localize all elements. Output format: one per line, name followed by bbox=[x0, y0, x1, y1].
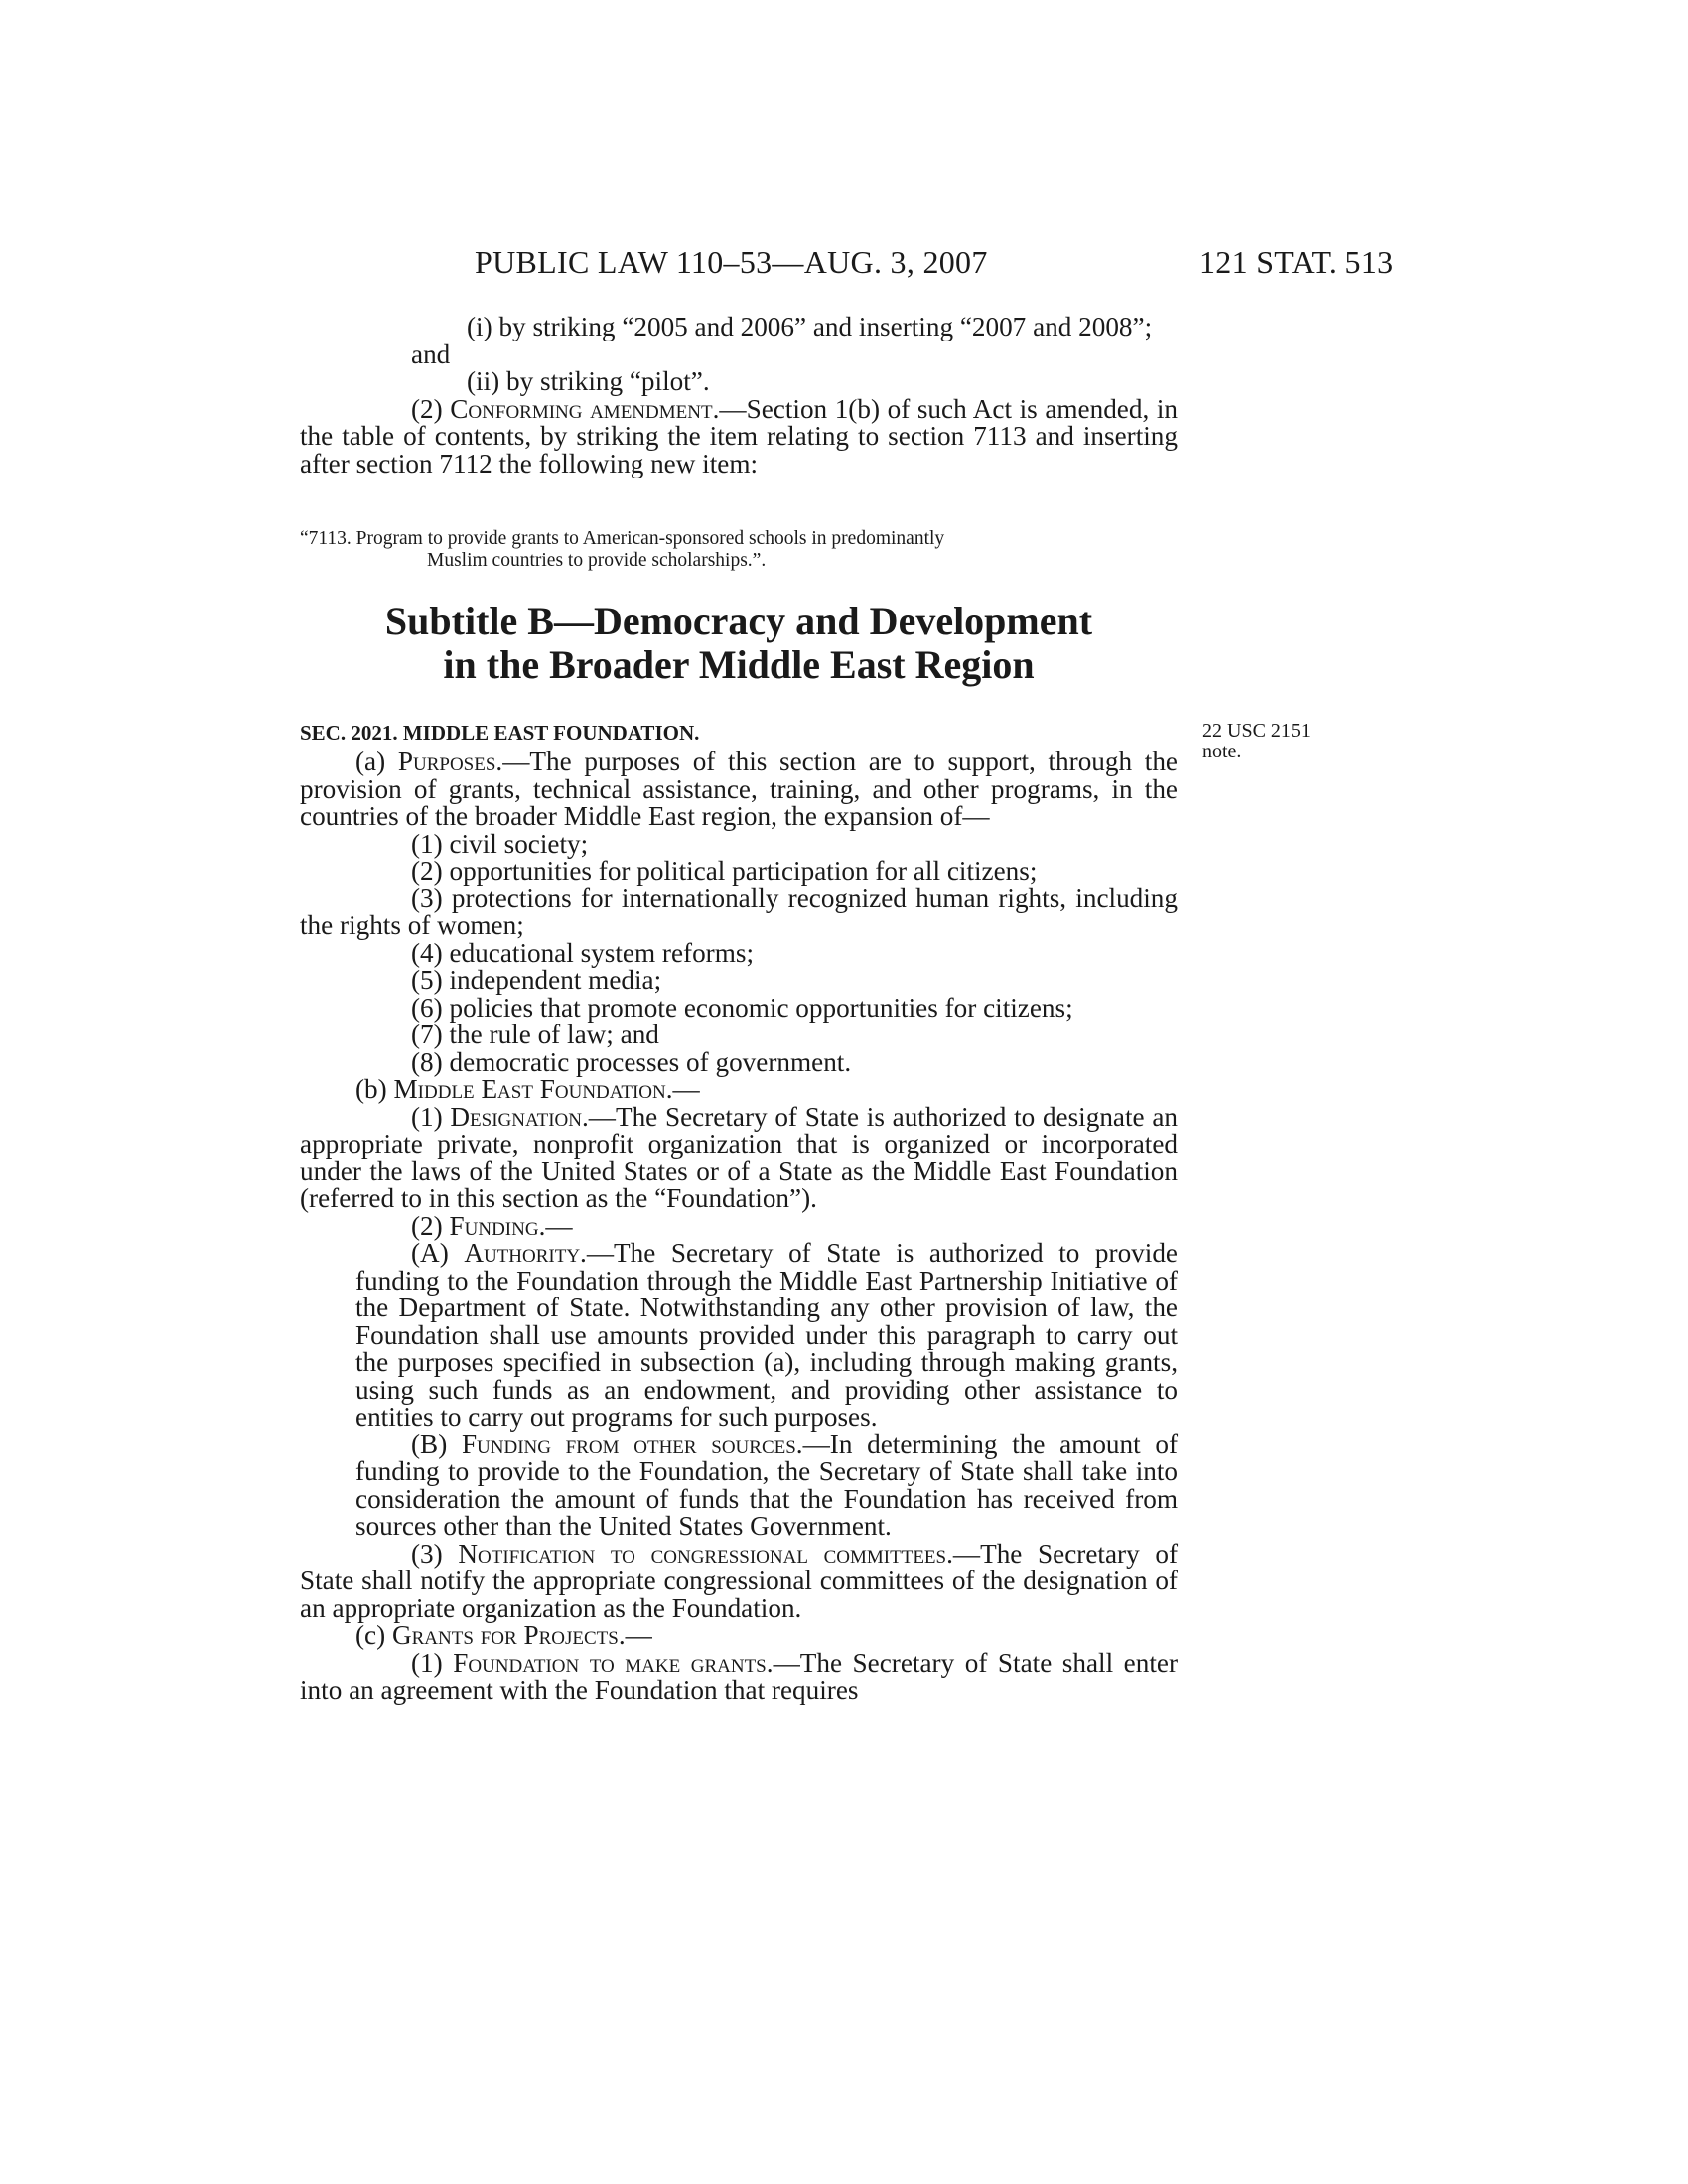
section-body bbox=[300, 749, 1178, 1705]
purpose-item: (6) policies that promote economic opportunities for citizens; bbox=[411, 992, 1073, 1023]
heading-foundation-to-make-grants: Foundation to make grants bbox=[453, 1647, 767, 1678]
heading-grants-for-projects: Grants for Projects bbox=[391, 1620, 619, 1650]
purpose-item: (5) independent media; bbox=[411, 965, 662, 995]
subtitle-line-2: in the Broader Middle East Region bbox=[443, 642, 1035, 687]
purpose-item: (4) educational system reforms; bbox=[411, 937, 755, 968]
heading-purposes: Purposes bbox=[397, 747, 496, 776]
purpose-item: (2) opportunities for political participation for all citizens; bbox=[411, 856, 1038, 886]
heading-middle-east-foundation: Middle East Foundation bbox=[393, 1074, 666, 1104]
toc-line-1: “7113. Program to provide grants to American-sponsored schools in predominantly bbox=[300, 528, 945, 549]
purpose-item: (8) democratic processes of government. bbox=[411, 1046, 852, 1077]
subsection-b: (b) Middle East Foundation.— bbox=[355, 1074, 700, 1104]
purpose-item: (3) protections for internationally recognized human rights, including the rights of women; bbox=[300, 883, 1178, 940]
paragraph-notification: (3) Notification to congressional committees.—The Secretary of State shall notify the appropriate congressional committees of the designation of an appropriate organization as the Foundation. bbox=[300, 1538, 1179, 1623]
section-heading: SEC. 2021. MIDDLE EAST FOUNDATION. bbox=[300, 721, 700, 745]
heading-funding-other-sources: Funding from other sources bbox=[461, 1429, 796, 1459]
subparagraph-other-sources: (B) Funding from other sources.—In determining the amount of funding to provide to the Foundation, the Secretary of State shall take into consideration the amount of funds that the Foundation has received from sources other than the United States Government. bbox=[355, 1429, 1178, 1541]
running-header-title: PUBLIC LAW 110–53—AUG. 3, 2007 bbox=[475, 244, 988, 280]
heading-conforming-amendment: Conforming amendment bbox=[450, 393, 713, 424]
heading-funding: Funding bbox=[449, 1210, 539, 1241]
heading-notification: Notification to congressional committees bbox=[458, 1538, 947, 1569]
subsection-a: (a) Purposes.—The purposes of this section are to support, through the provision of grants, technical assistance, training, and other programs, in the countries of the broader Middle East region, the expansion of— bbox=[300, 747, 1178, 831]
paragraph-funding: (2) Funding.— bbox=[411, 1210, 573, 1241]
page-number: 121 STAT. 513 bbox=[1199, 244, 1394, 280]
clause-i: (i) by striking “2005 and 2006” and inserting “2007 and 2008”; and bbox=[411, 312, 1153, 369]
purpose-item: (7) the rule of law; and bbox=[411, 1020, 659, 1049]
subsection-c: (c) Grants for Projects.— bbox=[355, 1620, 652, 1650]
paragraph-foundation-to-make-grants: (1) Foundation to make grants.—The Secretary of State shall enter into an agreement with the Foundation that requires bbox=[300, 1647, 1179, 1705]
amendment-text bbox=[300, 314, 1178, 478]
toc-line-2: Muslim countries to provide scholarships.”. bbox=[427, 550, 767, 571]
subtitle-heading bbox=[300, 600, 1178, 687]
subtitle-line-1: Subtitle B—Democracy and Development bbox=[384, 599, 1093, 643]
clause-ii: (ii) by striking “pilot”. bbox=[467, 366, 710, 396]
toc-item bbox=[300, 528, 1178, 572]
running-header bbox=[0, 244, 1688, 284]
paragraph-designation: (1) Designation.—The Secretary of State is authorized to designate an appropriate private, nonprofit organization that is organized or incorporated under the laws of the United States or of a State as the Middle East Foundation (referred to in this section as the “Foundation”). bbox=[300, 1101, 1178, 1213]
heading-designation: Designation bbox=[450, 1101, 582, 1132]
subparagraph-authority: (A) Authority.—The Secretary of State is authorized to provide funding to the Foundation through the Middle East Partnership Initiative of the Department of State. Notwithstanding any other provision of law, the Foundation shall use amounts provided under this paragraph to carry out the purposes specified in subsection (a), including through making grants, using such funds as an endowment, and providing other assistance to entities to carry out programs for such purposes. bbox=[355, 1238, 1178, 1432]
purpose-item: (1) civil society; bbox=[411, 828, 589, 859]
paragraph-conforming-amendment: (2) Conforming amendment.—Section 1(b) of such Act is amended, in the table of contents, by striking the item relating to section 7113 and inserting after section 7112 the following new item: bbox=[300, 393, 1178, 478]
heading-authority: Authority bbox=[464, 1238, 581, 1268]
margin-note: 22 USC 2151 note. bbox=[1202, 720, 1311, 762]
